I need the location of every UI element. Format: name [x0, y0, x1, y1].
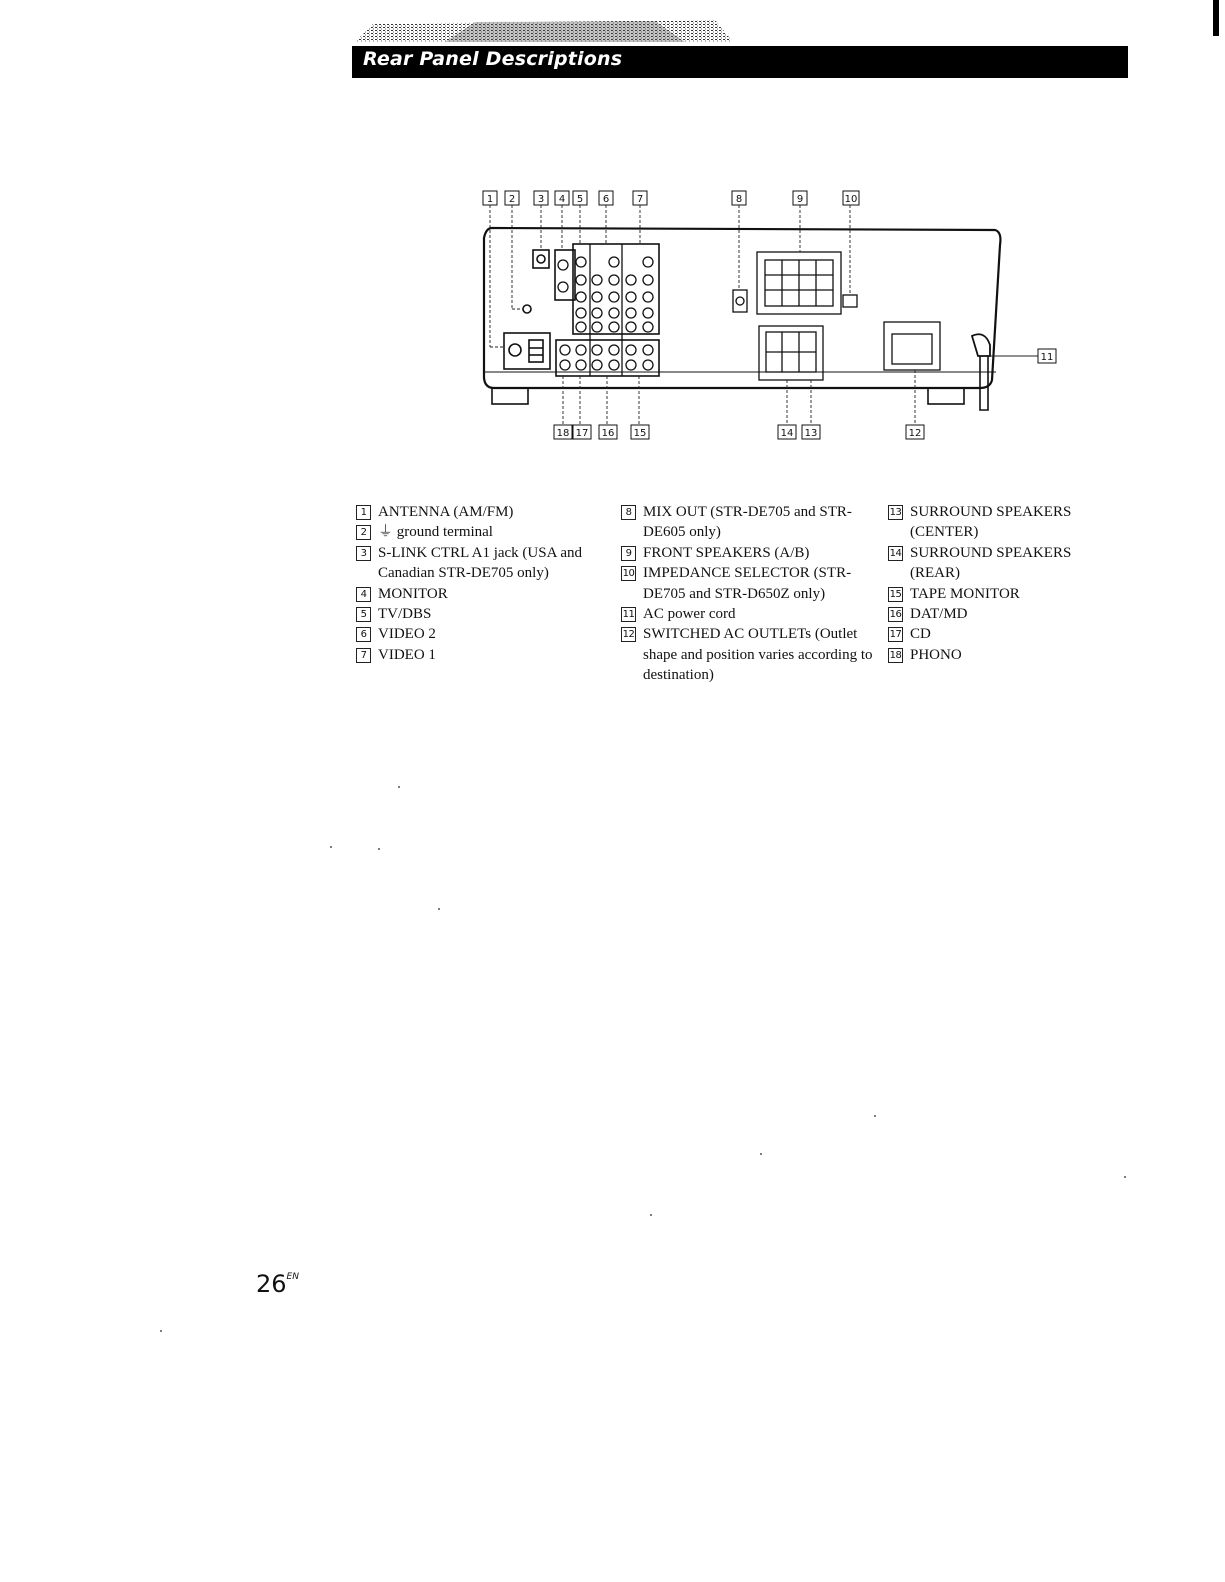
- legend-text: VIDEO 1: [378, 646, 436, 663]
- legend-item: [888, 543, 1088, 584]
- legend-text: FRONT SPEAKERS (A/B): [643, 544, 810, 561]
- scan-speck: [874, 1115, 876, 1117]
- legend-number: 8: [621, 505, 636, 520]
- legend-number: 14: [889, 547, 902, 559]
- legend-text: SWITCHED AC OUTLETs (Outlet shape and position varies according to destination): [643, 626, 873, 684]
- callout-12: 12: [908, 428, 922, 439]
- legend-number: 13: [889, 507, 902, 518]
- legend-number: 12: [622, 629, 635, 641]
- scan-speck: [398, 786, 400, 788]
- callout-10: 10: [844, 194, 858, 205]
- legend-number: 17: [889, 629, 902, 641]
- legend-item: [621, 604, 881, 624]
- page-number-value: 26: [256, 1270, 287, 1298]
- callout-8: 8: [735, 194, 743, 205]
- callout-9: 9: [796, 194, 804, 205]
- legend-item: [356, 645, 606, 665]
- legend-column-1: [356, 502, 606, 665]
- legend-number: 18: [889, 649, 902, 661]
- legend-number: 5: [356, 607, 371, 622]
- legend-number: 2: [356, 525, 371, 540]
- legend-text: MONITOR: [378, 585, 448, 602]
- callout-6: 6: [602, 194, 610, 205]
- legend-number: 10: [622, 568, 635, 580]
- legend-item: [356, 584, 606, 604]
- legend-text: S-LINK CTRL A1 jack (USA and Canadian STR-DE705 only): [378, 544, 583, 582]
- legend-column-3: [888, 502, 1088, 665]
- legend-number: 3: [356, 546, 371, 561]
- legend-item: [356, 543, 606, 584]
- legend-item: [356, 502, 606, 522]
- legend-text: TAPE MONITOR: [910, 585, 1020, 602]
- scan-speck: [1124, 1176, 1126, 1178]
- scan-speck: [650, 1214, 652, 1216]
- legend-number: 16: [889, 609, 902, 621]
- callout-1: 1: [486, 194, 494, 205]
- legend-text: IMPEDANCE SELECTOR (STR-DE705 and STR-D650Z only): [643, 565, 852, 602]
- callout-7: 7: [636, 194, 644, 205]
- legend-number: 1: [356, 505, 371, 520]
- legend-item: [356, 604, 606, 624]
- page-title: Rear Panel Descriptions: [363, 48, 623, 70]
- legend-item: [621, 563, 881, 604]
- scan-speck: [438, 908, 440, 910]
- callout-15: 15: [633, 428, 647, 439]
- legend-text: AC power cord: [643, 606, 736, 623]
- callout-14: 14: [780, 428, 794, 439]
- legend-item: [621, 502, 881, 543]
- legend-number: 9: [621, 546, 636, 561]
- scan-speck: [378, 848, 380, 850]
- legend-item: [888, 624, 1088, 644]
- scan-speck: [760, 1153, 762, 1155]
- legend-number: 11: [622, 609, 635, 621]
- legend-item: [888, 604, 1088, 624]
- callout-17: 17: [575, 428, 589, 439]
- legend-item: [888, 645, 1088, 665]
- legend-text: CD: [910, 626, 931, 643]
- callout-16: 16: [601, 428, 615, 439]
- legend-text: VIDEO 2: [378, 626, 436, 643]
- legend-column-2: [621, 502, 881, 686]
- legend-text: ANTENNA (AM/FM): [378, 504, 514, 520]
- callout-4: 4: [558, 194, 566, 205]
- legend-item: [621, 624, 881, 685]
- callout-3: 3: [537, 194, 545, 205]
- legend-number: 6: [356, 627, 371, 642]
- legend-number: 7: [356, 648, 371, 663]
- callout-18: 18: [556, 428, 570, 439]
- legend-number: 15: [889, 588, 902, 600]
- legend-text: TV/DBS: [378, 606, 432, 623]
- legend-number: 4: [356, 587, 371, 602]
- legend-item: [888, 584, 1088, 604]
- legend-item: [356, 522, 606, 542]
- callout-13: 13: [804, 428, 818, 439]
- legend-text: SURROUND SPEAKERS (REAR): [910, 544, 1072, 582]
- legend-text: PHONO: [910, 646, 962, 663]
- legend-item: [356, 624, 606, 644]
- scan-speck: [160, 1330, 162, 1332]
- legend-item: [888, 502, 1088, 543]
- legend-text: DAT/MD: [910, 606, 968, 623]
- callout-11: 11: [1040, 352, 1054, 363]
- page-number-suffix: EN: [286, 1272, 299, 1282]
- callout-2: 2: [508, 194, 516, 205]
- callout-5: 5: [576, 194, 584, 205]
- rear-panel-diagram: [0, 0, 1225, 460]
- legend-item: [621, 543, 881, 563]
- legend-text: MIX OUT (STR-DE705 and STR-DE605 only): [643, 504, 852, 541]
- legend-text: SURROUND SPEAKERS (CENTER): [910, 504, 1072, 541]
- scan-speck: [330, 846, 332, 848]
- legend-text: ⏚ ground terminal: [378, 524, 493, 541]
- page-number: [256, 1270, 299, 1298]
